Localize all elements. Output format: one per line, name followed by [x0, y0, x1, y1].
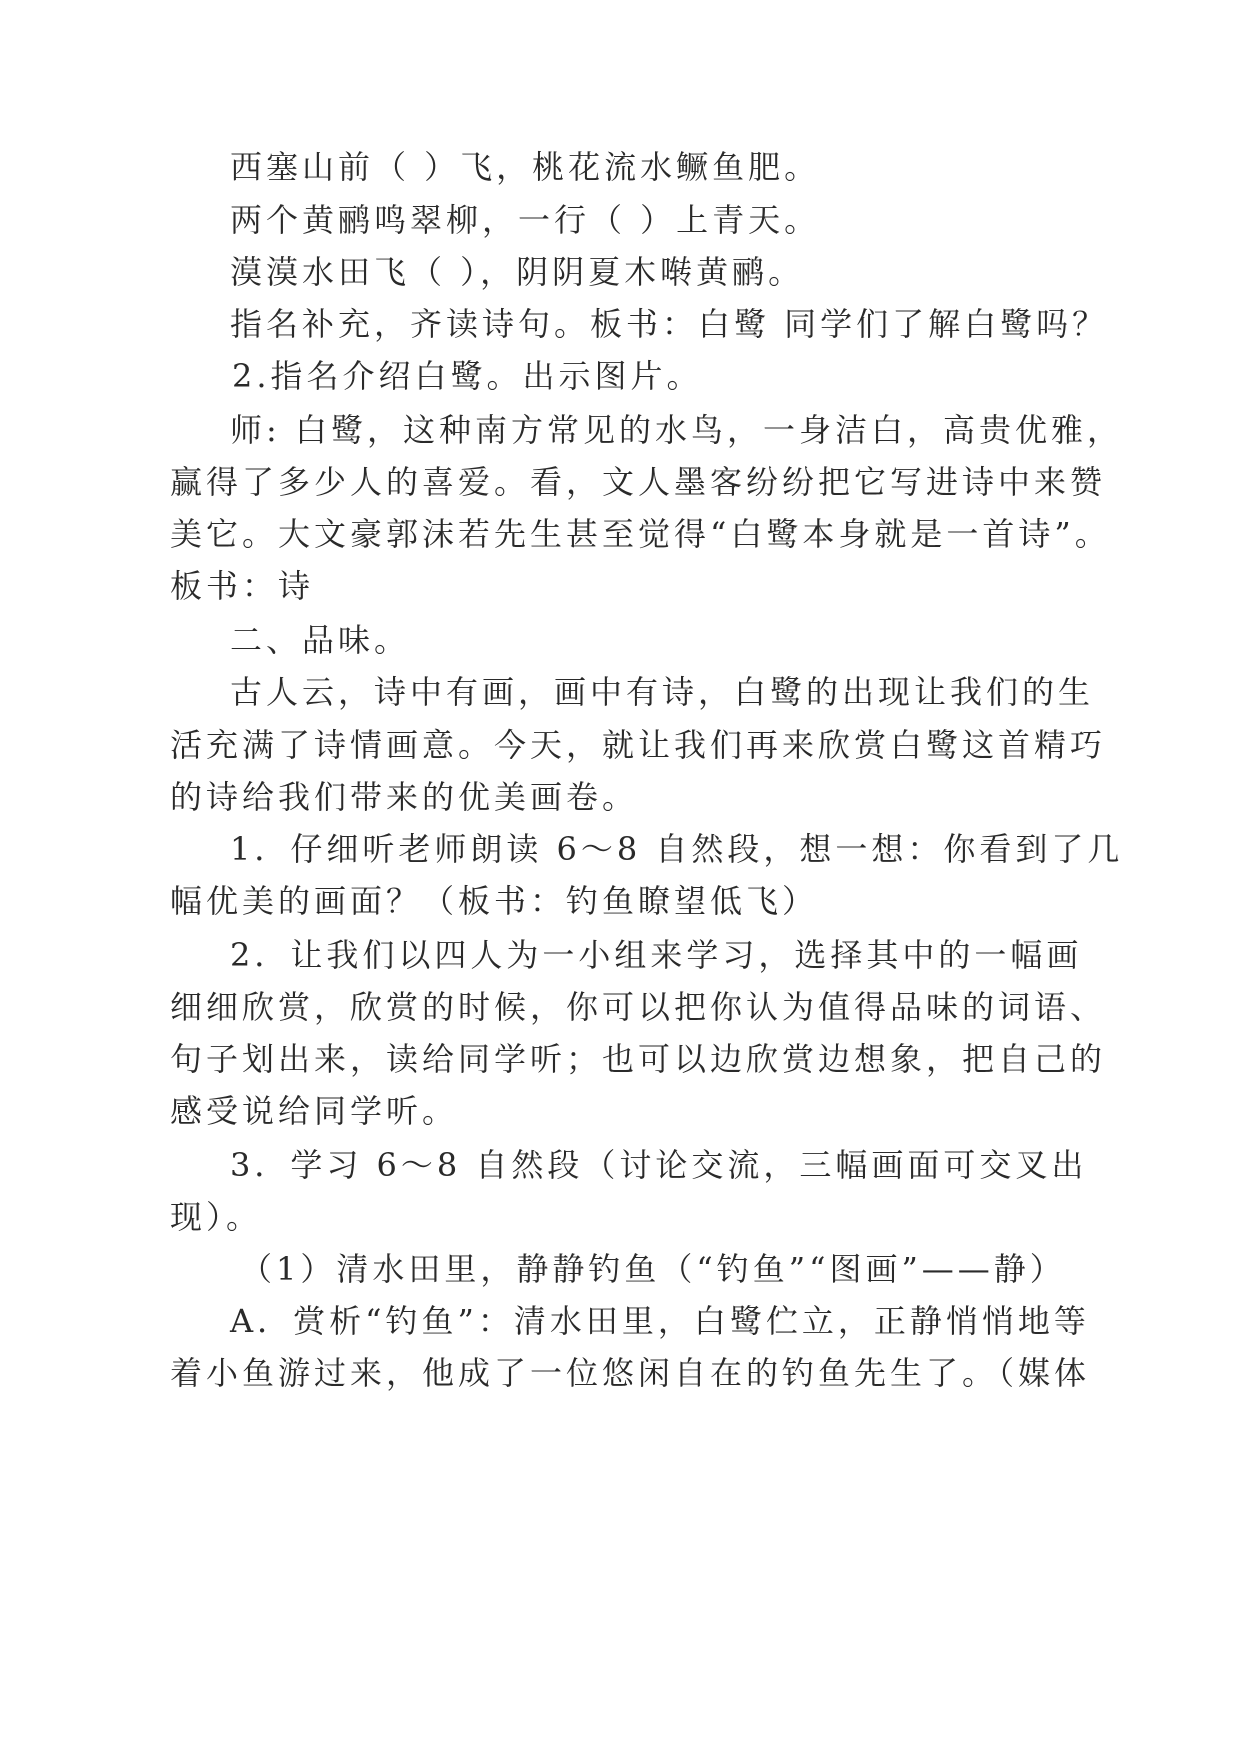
text-line: 细细欣赏，欣赏的时候，你可以把你认为值得品味的词语、	[170, 988, 1107, 1026]
text-line: 漠漠水田飞（ ），阴阴夏木啭黄鹂。	[230, 253, 805, 291]
text-line: 赢得了多少人的喜爱。看，文人墨客纷纷把它写进诗中来赞	[170, 463, 1107, 501]
text-line: 2.指名介绍白鹭。出示图片。	[232, 357, 703, 395]
text-line: 的诗给我们带来的优美画卷。	[170, 778, 639, 816]
text-line: 2．让我们以四人为一小组来学习，选择其中的一幅画	[230, 936, 1083, 974]
text-line: 师: 白鹭，这种南方常见的水鸟，一身洁白，高贵优雅，	[230, 411, 1123, 449]
text-line: 现）。	[170, 1198, 263, 1236]
text-line: 板书：诗	[170, 567, 315, 605]
text-line: 古人云，诗中有画，画中有诗，白鹭的出现让我们的生	[230, 673, 1095, 711]
text-line: 1．仔细听老师朗读 6～8 自然段，想一想：你看到了几	[230, 830, 1124, 868]
text-line: 着小鱼游过来，他成了一位悠闲自在的钓鱼先生了。（媒体	[170, 1354, 1091, 1392]
text-line: 3．学习 6～8 自然段（讨论交流，三幅画面可交叉出	[230, 1146, 1088, 1184]
text-line: 西塞山前（ ）飞，桃花流水鳜鱼肥。	[230, 148, 821, 186]
text-line: 句子划出来，读给同学听；也可以边欣赏边想象，把自己的	[170, 1040, 1107, 1078]
text-line: 两个黄鹂鸣翠柳，一行（ ）上青天。	[230, 201, 821, 239]
text-line: 感受说给同学听。	[170, 1092, 459, 1130]
text-line: 美它。大文豪郭沫若先生甚至觉得“白鹭本身就是一首诗”。	[170, 515, 1111, 553]
text-line: A．赏析“钓鱼”：清水田里，白鹭伫立，正静悄悄地等	[230, 1302, 1090, 1340]
text-line: 幅优美的画面？（板书：钓鱼瞭望低飞）	[170, 882, 819, 920]
text-line: 活充满了诗情画意。今天，就让我们再来欣赏白鹭这首精巧	[170, 726, 1107, 764]
subsection-heading: （1）清水田里，静静钓鱼（“钓鱼”“图画”——静）	[240, 1250, 1066, 1288]
section-heading: 二、品味。	[230, 621, 411, 659]
text-line: 指名补充，齐读诗句。板书：白鹭 同学们了解白鹭吗？	[230, 305, 1109, 343]
